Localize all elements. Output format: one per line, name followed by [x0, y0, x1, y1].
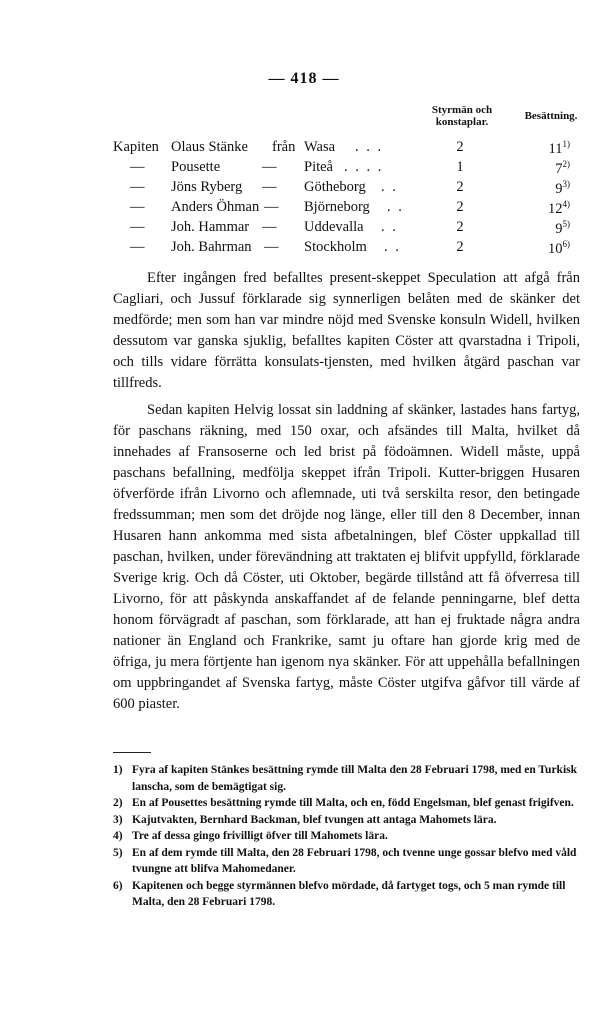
header-officers: Styrmän och konstaplar. — [431, 104, 493, 128]
officers-count: 2 — [456, 219, 464, 235]
footnote — [113, 795, 583, 812]
footnote-ref: 5) — [562, 219, 570, 229]
crew-count: 12$^{4)}$ — [548, 199, 570, 217]
officers-count: 2 — [456, 139, 464, 155]
officers-count: 2 — [456, 179, 464, 195]
officers-count: 1 — [456, 159, 464, 175]
captain-name: Anders Öhman — [171, 199, 260, 215]
captain-name: Joh. Hammar — [171, 219, 250, 235]
ditto-dash: — — [262, 179, 277, 195]
crew-count: 9$^{5)}$ — [555, 219, 570, 237]
footnote-number: 5) — [113, 846, 123, 859]
footnote — [113, 762, 583, 795]
footnote-number: 1) — [113, 764, 123, 776]
ditto-dash: — — [130, 199, 145, 215]
crew-count: 9$^{3)}$ — [555, 179, 570, 197]
ditto-dash: — — [130, 179, 145, 195]
footnote-text: En af dem rymde till Malta, den 28 Februari 1798, och tvenne unge gossar blefvo med våld tvungne att blifva Mahomedaner. — [132, 846, 577, 875]
leader-dots: . . — [381, 179, 398, 195]
home-port: Stockholm — [304, 239, 367, 255]
paragraph-2 — [113, 400, 580, 715]
paragraph-text: Efter ingången fred befalltes present-skeppet Speculation att afgå från Cagliari, och Jussuf förklarade sig synnerligen belåten med de skänker det medförde; men som han var mindre nöjd med Svenske konsuln Widell, hvilken dessutom var ganska sjuklig, befalltes kapiten Cöster att qvarstadna i Tripoli, och tills vidare förrätta konsulats-tjensten, med hvilken åtgärd paschan var tillfreds. — [113, 270, 580, 391]
header-crew: Besättning. — [524, 110, 578, 122]
table-row — [0, 159, 608, 179]
footnote-text: Kapitenen och begge styrmännen blefvo mördade, då fartyget togs, och 5 man rymde till Malta, den 28 Februari 1798. — [132, 879, 566, 908]
table-row — [0, 179, 608, 199]
paragraph-1 — [113, 268, 580, 394]
from-word: från — [272, 139, 296, 155]
ditto-dash: — — [262, 219, 277, 235]
ditto-dash: — — [130, 239, 145, 255]
table-row — [0, 239, 608, 259]
home-port: Piteå — [304, 159, 333, 175]
ditto-dash: — — [264, 199, 279, 215]
footnotes — [113, 762, 583, 911]
ditto-dash: — — [130, 159, 145, 175]
captain-name: Pousette — [171, 159, 221, 175]
leader-dots: . . . — [355, 139, 384, 155]
leader-dots: . . . . — [344, 159, 384, 175]
table-row — [0, 219, 608, 239]
captain-name: Joh. Bahrman — [171, 239, 252, 255]
table-row — [0, 199, 608, 219]
footnote-text: En af Pousettes besättning rymde till Malta, och en, född Engelsman, blef genast frigifven. — [132, 797, 574, 809]
leader-dots: . . — [384, 239, 401, 255]
footnote-ref: 4) — [562, 199, 570, 209]
leader-dots: . . — [381, 219, 398, 235]
footnote-number: 4) — [113, 830, 123, 842]
home-port: Uddevalla — [304, 219, 364, 235]
ditto-dash: — — [130, 219, 145, 235]
footnote — [113, 828, 583, 845]
footnote — [113, 812, 583, 829]
page-number: — 418 — — [268, 70, 340, 87]
home-port: Götheborg — [304, 179, 366, 195]
footnote — [113, 878, 583, 911]
captain-name: Jöns Ryberg — [171, 179, 243, 195]
footnote-ref: 3) — [562, 179, 570, 189]
home-port: Björneborg — [304, 199, 370, 215]
footnote-text: Tre af dessa gingo frivilligt öfver till Mahomets lära. — [132, 830, 388, 842]
officers-count: 2 — [456, 239, 464, 255]
captain-title: Kapiten — [113, 139, 159, 155]
ditto-dash: — — [264, 239, 279, 255]
captain-name: Olaus Stänke — [171, 139, 248, 155]
table-row — [0, 139, 608, 159]
crew-count: 7$^{2)}$ — [555, 159, 570, 177]
crew-count: 10$^{6)}$ — [548, 239, 570, 257]
footnote-text: Kajutvakten, Bernhard Backman, blef tvungen att antaga Mahomets lära. — [132, 813, 497, 826]
footnote-number: 3) — [113, 813, 123, 826]
footnote-divider — [113, 752, 151, 753]
paragraph-text: Sedan kapiten Helvig lossat sin laddning af skänker, lastades hans fartyg, för paschans räkning, med 150 oxar, och afsändes till Malta, hvilket då innehades af Fransoserne och led brist på födoämnen. Widell måste, uppå paschans befallning, medfölja skeppet ifrån Tripoli. Kutter-briggen Husaren öfverförde ifrån Livorno och aflemnade, uti två serskilta resor, den betingade fredssumman; men som det dröjde nog länge, eller till den 8 December, innan Husaren hann ankomma med sista afbetalningen, blef Cöster uppkallad till paschan, hvilken, under förevändning att traktaten ej blifvit uppfylld, förklarade Sverige krig. Och då Cöster, uti Oktober, begärde tillstånd att få öfverresa till Livorno, för att påskynda anskaffandet af de felande penningarne, blef detta honom förvägradt af paschan, som förklarade, att han ej fruktade några andra nationer än England och Frankrike, samt ju oftare han gjorde krig med de öfriga, ju mera förtjente han igenom nya skänker. För att uppehålla befallningen om uppbringandet af Svenska fartyg, måste Cöster utgifva gåfvor till värde af 600 piaster. — [113, 402, 580, 712]
footnote-text: Fyra af kapiten Stänkes besättning rymde till Malta den 28 Februari 1798, med en Turkisk lanscha, som de bemägtigat sig. — [132, 764, 578, 793]
officers-count: 2 — [456, 199, 464, 215]
crew-count: 11$^{1)}$ — [548, 139, 570, 157]
leader-dots: . . — [387, 199, 404, 215]
footnote — [113, 845, 583, 878]
footnote-ref: 6) — [562, 239, 570, 249]
footnote-number: 2) — [113, 797, 123, 809]
ditto-dash: — — [262, 159, 277, 175]
home-port: Wasa — [304, 139, 336, 155]
footnote-ref: 1) — [562, 139, 570, 149]
footnote-ref: 2) — [562, 159, 570, 169]
footnote-number: 6) — [113, 879, 123, 892]
